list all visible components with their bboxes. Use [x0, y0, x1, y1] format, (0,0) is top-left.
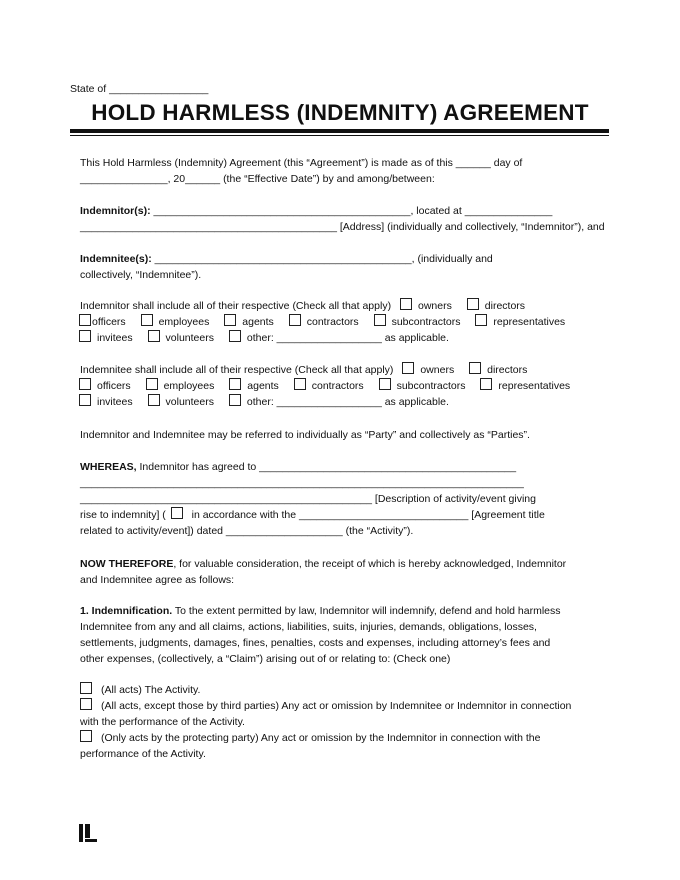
- indemnitor-owners-checkbox[interactable]: [400, 298, 412, 310]
- whereas-line-5[interactable]: related to activity/event]) dated ____________________ (the “Activity”).: [80, 525, 414, 537]
- indemnitor-directors-label: directors: [484, 300, 526, 312]
- indemnitee-other-checkbox[interactable]: [229, 394, 241, 406]
- title-rule-thick: [70, 129, 609, 133]
- indemnitee-contractors-label: contractors: [311, 380, 364, 392]
- choice-3-label: (Only acts by the protecting party) Any act or omission by the Indemnitor in connection with the: [101, 732, 541, 744]
- indemnitee-include-row-1: [80, 362, 527, 378]
- whereas-line-4-pre: rise to indemnity] (: [80, 509, 169, 521]
- indemnitor-other-checkbox[interactable]: [229, 330, 241, 342]
- indemnitor-owners-label: owners: [418, 300, 452, 312]
- now-therefore-text: , for valuable consideration, the receipt of which is hereby acknowledged, Indemnitor: [173, 558, 567, 570]
- indemnitee-include-row-2: [79, 378, 570, 394]
- indemnitee-subcontractors-checkbox[interactable]: [379, 378, 391, 390]
- choice-3-row: [80, 730, 540, 746]
- indemnitee-volunteers-checkbox[interactable]: [148, 394, 160, 406]
- choice-2-label: (All acts, except those by third parties) Any act or omission by Indemnitee or Indemnitor in connection: [101, 700, 572, 712]
- indemnitor-line-1: [80, 203, 552, 219]
- indemnitor-subcontractors-label: subcontractors: [391, 316, 461, 328]
- indemnitor-subcontractors-checkbox[interactable]: [374, 314, 386, 326]
- intro-line-1: This Hold Harmless (Indemnity) Agreement (this “Agreement”) is made as of this ______ day of: [80, 157, 523, 169]
- indemnitor-officers-label: officers: [92, 316, 126, 328]
- whereas-line-2[interactable]: ____________________________________________________________________________: [80, 477, 524, 489]
- now-therefore-line-2: and Indemnitee agree as follows:: [80, 574, 235, 586]
- indemnitee-other-label: other: __________________ as applicable.: [246, 396, 449, 408]
- indemnitee-name-field[interactable]: ____________________________________________, (individually and: [151, 253, 493, 265]
- logo-icon: [79, 824, 97, 842]
- choice-1-row: [80, 682, 200, 698]
- state-of-line: State of _________________: [70, 83, 209, 95]
- parties-line: Indemnitor and Indemnitee may be referred to individually as “Party” and collectively as “Parties”.: [80, 429, 530, 441]
- whereas-line-4: [80, 507, 545, 523]
- indemnitee-representatives-checkbox[interactable]: [480, 378, 492, 390]
- now-therefore-line-1: [80, 556, 566, 572]
- whereas-label: WHEREAS,: [80, 461, 137, 473]
- whereas-agreement-checkbox[interactable]: [171, 507, 183, 519]
- indemnitee-contractors-checkbox[interactable]: [294, 378, 306, 390]
- choice-3-checkbox[interactable]: [80, 730, 92, 742]
- indemnitor-include-lead: Indemnitor shall include all of their respective (Check all that apply): [80, 300, 392, 312]
- indemnitor-volunteers-checkbox[interactable]: [148, 330, 160, 342]
- indemnitor-representatives-checkbox[interactable]: [475, 314, 487, 326]
- intro-line-2: _______________, 20______ (the “Effective Date”) by and among/between:: [80, 173, 435, 185]
- title-rule-thin: [70, 135, 609, 136]
- choice-2-line-2: with the performance of the Activity.: [80, 716, 245, 728]
- section1-line-4: other expenses, (collectively, a “Claim”) arising out of or relating to: (Check one): [80, 653, 451, 665]
- whereas-line-3[interactable]: __________________________________________________ [Description of activity/event giving: [80, 493, 536, 505]
- section1-heading: 1. Indemnification.: [80, 605, 173, 617]
- indemnitee-line-2: collectively, “Indemnitee”).: [80, 269, 202, 281]
- indemnitee-officers-label: officers: [97, 380, 131, 392]
- indemnitor-contractors-label: contractors: [306, 316, 359, 328]
- indemnitee-employees-checkbox[interactable]: [146, 378, 158, 390]
- indemnitee-invitees-checkbox[interactable]: [79, 394, 91, 406]
- indemnitee-label: Indemnitee(s):: [80, 253, 152, 265]
- section1-line-3: settlements, judgments, damages, fines, penalties, costs and expenses, including attorney’s fees and: [80, 637, 551, 649]
- indemnitor-contractors-checkbox[interactable]: [289, 314, 301, 326]
- whereas-agreement-title-field[interactable]: in accordance with the _____________________________ [Agreement title: [188, 509, 545, 521]
- indemnitor-volunteers-label: volunteers: [165, 332, 214, 344]
- section1-line-2: Indemnitee from any and all claims, actions, liabilities, suits, injuries, demands, obligations, losses,: [80, 621, 537, 633]
- indemnitee-officers-checkbox[interactable]: [79, 378, 91, 390]
- indemnitor-name-field[interactable]: ____________________________________________, located at _______________: [150, 205, 553, 217]
- indemnitor-directors-checkbox[interactable]: [467, 298, 479, 310]
- indemnitor-label: Indemnitor(s):: [80, 205, 151, 217]
- choice-1-checkbox[interactable]: [80, 682, 92, 694]
- indemnitee-volunteers-label: volunteers: [165, 396, 214, 408]
- indemnitor-agents-label: agents: [242, 316, 274, 328]
- choice-3-line-2: performance of the Activity.: [80, 748, 206, 760]
- indemnitee-directors-label: directors: [487, 364, 528, 376]
- document-title: HOLD HARMLESS (INDEMNITY) AGREEMENT: [91, 100, 589, 125]
- indemnitee-directors-checkbox[interactable]: [469, 362, 481, 374]
- indemnitor-officers-checkbox[interactable]: [79, 314, 91, 326]
- indemnitee-employees-label: employees: [163, 380, 215, 392]
- choice-1-label: (All acts) The Activity.: [101, 684, 201, 696]
- indemnitor-include-row-3: [79, 330, 449, 346]
- indemnitor-line-2[interactable]: ____________________________________________ [Address] (individually and collectively, “Indemnitor”), and: [80, 221, 605, 233]
- indemnitor-include-row-2: [79, 314, 565, 330]
- whereas-line-1: [80, 459, 516, 475]
- section1-text: To the extent permitted by law, Indemnitor will indemnify, defend and hold harmless: [172, 605, 561, 617]
- indemnitor-other-label: other: __________________ as applicable.: [246, 332, 449, 344]
- section1-line-1: [80, 603, 561, 619]
- indemnitee-subcontractors-label: subcontractors: [396, 380, 466, 392]
- indemnitee-owners-checkbox[interactable]: [402, 362, 414, 374]
- indemnitor-employees-label: employees: [158, 316, 210, 328]
- indemnitor-agents-checkbox[interactable]: [224, 314, 236, 326]
- indemnitor-invitees-checkbox[interactable]: [79, 330, 91, 342]
- logo-mark: [79, 824, 97, 842]
- indemnitee-include-lead: Indemnitee shall include all of their respective (Check all that apply): [80, 364, 394, 376]
- indemnitee-include-row-3: [79, 394, 449, 410]
- indemnitee-representatives-label: representatives: [498, 380, 571, 392]
- indemnitor-include-row-1: [80, 298, 525, 314]
- choice-2-row: [80, 698, 571, 714]
- indemnitee-owners-label: owners: [420, 364, 455, 376]
- now-therefore-label: NOW THEREFORE: [80, 558, 174, 570]
- indemnitee-invitees-label: invitees: [97, 396, 133, 408]
- whereas-activity-field[interactable]: Indemnitor has agreed to ____________________________________________: [136, 461, 517, 473]
- choice-2-checkbox[interactable]: [80, 698, 92, 710]
- indemnitee-agents-checkbox[interactable]: [229, 378, 241, 390]
- indemnitee-line-1: [80, 251, 493, 267]
- indemnitor-employees-checkbox[interactable]: [141, 314, 153, 326]
- indemnitor-invitees-label: invitees: [97, 332, 133, 344]
- indemnitor-representatives-label: representatives: [493, 316, 566, 328]
- indemnitee-agents-label: agents: [247, 380, 279, 392]
